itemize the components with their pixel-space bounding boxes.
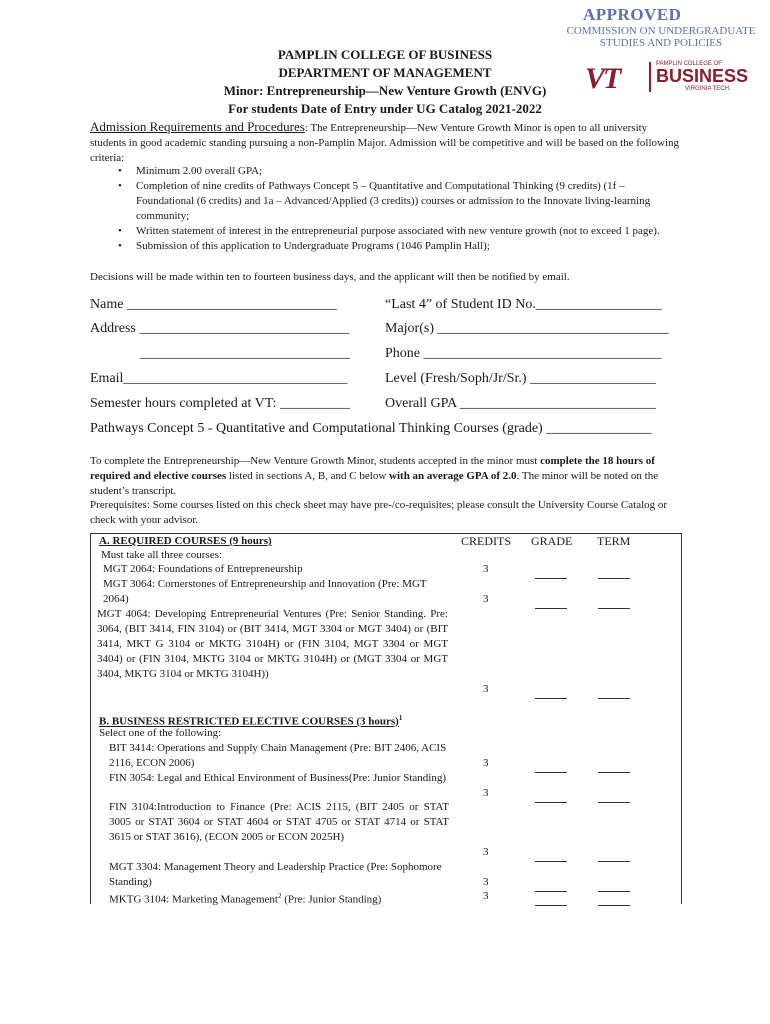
section-a-title-text: A. REQUIRED COURSES (9 hours)	[99, 535, 272, 547]
section-b-note: Select one of the following:	[99, 727, 222, 739]
decision-note: Decisions will be made within ten to fourteen business days, and the applicant will then be notified by email.	[90, 271, 570, 283]
commission-line: COMMISSION ON UNDERGRADUATE	[566, 25, 756, 37]
course-mgt2064: MGT 2064: Foundations of Entrepreneurship	[103, 563, 303, 575]
logo-pamplin: PAMPLIN COLLEGE OF	[656, 61, 722, 67]
vt-logo: VT	[585, 62, 620, 95]
address-field[interactable]: Address ______________________________	[90, 321, 350, 336]
col-term-header: TERM	[597, 534, 631, 548]
grade-blank[interactable]	[535, 566, 567, 584]
course-bit3414: BIT 3414: Operations and Supply Chain Management (Pre: BIT 2406, ACIS 2116, ECON 2006)	[109, 742, 447, 769]
header-department: DEPARTMENT OF MANAGEMENT	[278, 65, 492, 80]
criteria-item: • Submission of this application to Undergraduate Programs (1046 Pamplin Hall);	[118, 239, 678, 254]
term-blank[interactable]	[598, 566, 630, 584]
term-blank[interactable]	[598, 849, 630, 867]
logo-business: BUSINESS	[656, 66, 749, 86]
course-mgt3304: MGT 3304: Management Theory and Leadership Practice (Pre: Sophomore Standing)	[109, 861, 442, 888]
term-blank[interactable]	[598, 790, 630, 808]
criteria-item: • Completion of nine credits of Pathways Concept 5 – Quantitative and Computational Thinking (9 credits) (1f – Foundational (6 credits) and 1a – Advanced/Applied (3 credits)) courses or admission to the Innovate living-learning community;	[118, 179, 678, 224]
course-mktg3104	[109, 889, 449, 908]
grade-blank[interactable]	[535, 596, 567, 614]
grade-blank[interactable]	[535, 686, 567, 704]
completion-gpa: with an average GPA of 2.0	[389, 470, 517, 482]
credits-value: 3	[483, 846, 489, 858]
credits-value: 3	[483, 757, 489, 769]
term-blank[interactable]	[598, 893, 630, 911]
studies-line: STUDIES AND POLICIES	[599, 37, 723, 49]
credits-value: 3	[483, 563, 489, 575]
grade-blank[interactable]	[535, 849, 567, 867]
header-minor: Minor: Entrepreneurship—New Venture Growth (ENVG)	[223, 83, 547, 98]
criteria-item: • Minimum 2.00 overall GPA;	[118, 164, 678, 179]
course-mktg3104-text: MKTG 3104: Marketing Management	[109, 893, 278, 906]
credits-value: 3	[483, 787, 489, 799]
prerequisites-note: Prerequisites: Some courses listed on this check sheet may have pre-/co-requisites; please consult the University Course Catalog or check with your advisor.	[90, 499, 668, 526]
credits-value: 3	[483, 593, 489, 605]
section-b-title-text: B. BUSINESS RESTRICTED ELECTIVE COURSES (3 hours)	[99, 715, 399, 728]
course-mgt3064: MGT 3064: Cornerstones of Entrepreneurship and Innovation (Pre: MGT 2064)	[103, 578, 427, 605]
section-a-note: Must take all three courses:	[101, 549, 222, 561]
logo-virginia-tech: VIRGINIA TECH.	[685, 86, 731, 92]
admission-intro: : The Entrepreneurship—New Venture Growth Minor is open to all university students in good academic standing pursuing a non-Pamplin Major. Admission will be competitive and will be based on the following criteria:	[90, 122, 680, 164]
term-blank[interactable]	[598, 596, 630, 614]
col-grade-header: GRADE	[531, 534, 573, 548]
completion-text: . The minor will be noted on the student’s transcript.	[90, 470, 659, 497]
course-table	[90, 533, 682, 904]
header-catalog: For students Date of Entry under UG Catalog 2021-2022	[228, 101, 542, 116]
level-field[interactable]: Level (Fresh/Soph/Jr/Sr.) __________________	[385, 371, 657, 386]
phone-field[interactable]: Phone __________________________________	[385, 346, 662, 361]
approved-stamp: APPROVED	[583, 5, 682, 24]
term-blank[interactable]	[598, 686, 630, 704]
footnote-1: 1	[398, 714, 403, 722]
grade-blank[interactable]	[535, 760, 567, 778]
pathways-field[interactable]: Pathways Concept 5 - Quantitative and Computational Thinking Courses (grade) _______________	[90, 421, 652, 436]
semester-hours-field[interactable]: Semester hours completed at VT: __________	[90, 396, 350, 411]
col-credits-header: CREDITS	[461, 534, 512, 548]
criteria-list	[118, 164, 678, 254]
completion-text: listed in sections A, B, and C below	[226, 470, 390, 482]
criteria-item: • Written statement of interest in the entrepreneurial purpose associated with new venture growth (not to exceed 1 page).	[118, 224, 678, 239]
completion-paragraph	[90, 454, 680, 499]
course-mktg3104-tail: (Pre: Junior Standing)	[281, 893, 382, 906]
email-field[interactable]: Email________________________________	[90, 371, 348, 386]
credits-value: 3	[483, 876, 489, 888]
major-field[interactable]: Major(s) _________________________________	[385, 321, 669, 336]
page-header	[90, 46, 680, 118]
gpa-field[interactable]: Overall GPA ____________________________	[385, 396, 656, 411]
completion-text: To complete the Entrepreneurship—New Venture Growth Minor, students accepted in the minor must	[90, 455, 541, 467]
student-id-field[interactable]: “Last 4” of Student ID No.__________________	[385, 297, 662, 312]
course-fin3054: FIN 3054: Legal and Ethical Environment of Business(Pre: Junior Standing)	[109, 772, 446, 784]
credits-value: 3	[483, 890, 489, 902]
completion-requirement: complete the 18 hours of required and elective courses	[90, 455, 655, 482]
course-fin3104: FIN 3104:Introduction to Finance (Pre: ACIS 2115, (BIT 2405 or STAT 3005 or STAT 3604 or STAT 4604 or STAT 4705 or STAT 4714 or STAT 3615 or STAT 3616), (ECON 2005 or ECON 2025H)	[109, 801, 449, 843]
course-mgt4064: MGT 4064: Developing Entrepreneurial Ventures (Pre: Senior Standing. Pre: 3064, (BIT 3414, FIN 3104) or (BIT 3414, MGT 3304 or MGT 3404) or (BIT 3414, MKT G 3104 or MKTG 3104H) or (FIN 3104, MGT 3304 or MGT 3404) or (FIN 3104, MKTG 3104 or MKTG 3104H) or (MGT 3304 or MGT 3404, MKTG 3104 or MKTG 3104H))	[97, 608, 448, 680]
grade-blank[interactable]	[535, 893, 567, 911]
credits-value: 3	[483, 683, 489, 695]
grade-blank[interactable]	[535, 790, 567, 808]
footnote-2: 2	[277, 892, 282, 900]
name-field[interactable]: Name ______________________________	[90, 297, 337, 312]
admission-heading: Admission Requirements and Procedures	[90, 119, 305, 134]
section-a-title	[99, 534, 272, 549]
admission-paragraph	[90, 119, 680, 166]
header-college: PAMPLIN COLLEGE OF BUSINESS	[277, 47, 493, 62]
term-blank[interactable]	[598, 760, 630, 778]
address-line2-field[interactable]: ______________________________	[140, 346, 350, 361]
